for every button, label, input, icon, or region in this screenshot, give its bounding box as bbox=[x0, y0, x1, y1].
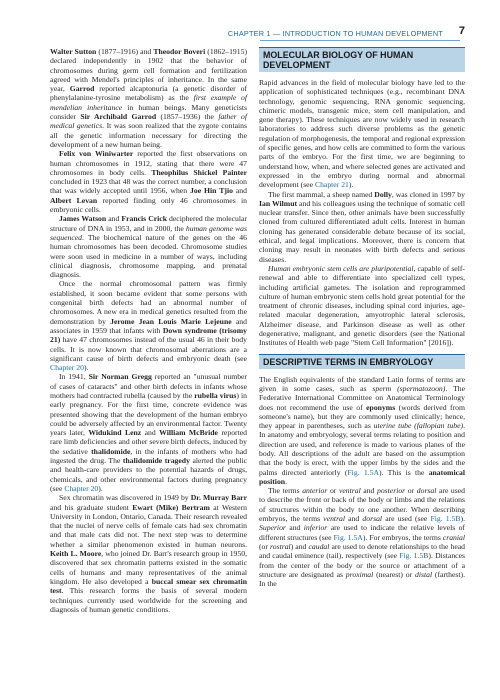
paragraph-gregg-rubella: In 1941, Sir Norman Gregg reported an "unusual number of cases of cataracts" and other birth defects in infants whose mothers had contracted rubella (caused by the rubella virus) in early pregnancy. For the first time, concrete evidence was presented showing that the development of the human embryo could be adversely affected by an environmental factor. Twenty years later, Widukind Lenz and William McBride reported rare limb deficiencies and other severe birth defects, induced by the sedative thalidomide, in the infants of mothers who had ingested the drug. The thalidomide tragedy alerted the public and health-care providers to the potential hazards of drugs, chemicals, and other environmental factors during pregnancy (see Chapter 20). bbox=[50, 372, 248, 493]
paragraph-chromosome-count: Felix von Winiwarter reported the first observations on human chromosomes in 1912, stating that there were 47 chromosomes in body cells. Theophilus Shickel Painter concluded in 1923 that 48 was the correct number, a conclusion that was widely accepted until 1956, when Joe Hin Tjio and Albert Levan reported finding only 46 chromosomes in embryonic cells. bbox=[50, 149, 247, 215]
fig-1-5b-link[interactable]: Fig. 1.5B bbox=[399, 551, 429, 561]
fig-1-5a-link[interactable]: Fig. 1.5A bbox=[347, 467, 380, 477]
paragraph-dolly-cloning: The first mammal, a sheep named Dolly, was cloned in 1997 by Ian Wilmut and his colleagues using the technique of somatic cell nuclear transfer. Since then, other animals have been successfully cloned from cultured differentiated adult cells. Interest in human cloning has generated considerable debate because of its social, ethical, and legal implications. Moreover, there is concern that cloning may result in neonates with birth defects and serious diseases. bbox=[259, 189, 466, 264]
chapter-20-link[interactable]: Chapter 20 bbox=[64, 483, 99, 493]
section-heading-descriptive-terms: DESCRIPTIVE TERMS IN EMBRYOLOGY bbox=[259, 354, 465, 369]
paragraph-chromosomal-pattern: Once the normal chromosomal pattern was firmly established, it soon became evident that some persons with congenital birth defects had an abnormal number of chromosomes. A new era in medical genetics resulted from the demonstration by Jerome Jean Louis Marie Lejeune and associates in 1959 that infants with Down syndrome (trisomy 21) have 47 chromosomes instead of the usual 46 in their body cells. It is now known that chromosomal aberrations are a significant cause of birth defects and embryonic death (see Chapter 20). bbox=[50, 279, 247, 373]
chapter-20-link[interactable]: Chapter 20 bbox=[50, 363, 84, 373]
chapter-21-link[interactable]: Chapter 21 bbox=[314, 180, 349, 190]
left-column bbox=[50, 47, 247, 614]
right-column bbox=[259, 47, 465, 588]
paragraph-stem-cells: Human embryonic stem cells are pluripotential, capable of self-renewal and able to differentiate into specialized cell types, including artificial gametes. The isolation and reprogrammed culture of human embryonic stem cells hold great potential for the treatment of chronic diseases, including spinal cord injuries, age-related macular degeneration, amyotrophic lateral sclerosis, Alzheimer disease, and Parkinson disease as well as other degenerative, malignant, and genetic disorders (see the National Institutes of Health web page "Stem Cell Information" [2016]). bbox=[259, 263, 465, 348]
page-number: 7 bbox=[458, 25, 465, 37]
paragraph-molecular-techniques: Rapid advances in the field of molecular biology have led to the application of sophisticated techniques (e.g., recombinant DNA technology, genomic sequencing, RNA genomic sequencing, chimeric models, transgenic mice, stem cell manipulation, and gene therapy). These techniques are now widely used in research laboratories to address such diverse problems as the genetic regulation of morphogenesis, the temporal and regional expression of specific genes, and how cells are committed to form the various parts of the embryo. For the first time, we are beginning to understand how, when, and where selected genes are activated and expressed in the embryo during normal and abnormal development (see Chapter 21). bbox=[259, 78, 465, 190]
paragraph-sex-chromatin: Sex chromatin was discovered in 1949 by Dr. Murray Barr and his graduate student Ewart (Mike) Bertram at Western University in London, Ontario, Canada. Their research revealed that the nuclei of nerve cells of female cats had sex chromatin and that male cats did not. The next step was to determine whether a similar phenomenon existed in human neurons. Keith L. Moore, who joined Dr. Barr's research group in 1950, discovered that sex chromatin patterns existed in the somatic cells of humans and many representatives of the animal kingdom. He also developed a buccal smear sex chromatin test. This research forms the basis of several modern techniques currently used worldwide for the screening and diagnosis of human genetic conditions. bbox=[50, 493, 247, 614]
running-head: CHAPTER 1 — INTRODUCTION TO HUMAN DEVELOPMENT bbox=[227, 29, 443, 38]
section-heading-molecular-biology: MOLECULAR BIOLOGY OF HUMAN DEVELOPMENT bbox=[259, 47, 465, 72]
header-rule bbox=[260, 40, 460, 41]
paragraph-directional-terms: The terms anterior or ventral and posterior or dorsal are used to describe the front or back of the body or limbs and the relations of structures within the body to one another. When describing embryos, the terms ventral and dorsal are used (see Fig. 1.5B). Superior and inferior are used to indicate the relative levels of different structures (see Fig. 1.5A). For embryos, the terms cranial (or rostral) and caudal are used to denote relationships to the head and caudal eminence (tail), respectively (see Fig. 1.5B). Distances from the center of the body or the source or attachment of a structure are designated as proximal (nearest) or distal (farthest). In the bbox=[259, 486, 466, 589]
page-header bbox=[227, 25, 465, 42]
paragraph-dna-structure: James Watson and Francis Crick deciphered the molecular structure of DNA in 1953, and in 2000, the human genome was sequenced. The biochemical nature of the genes on the 46 human chromosomes has been decoded. Chromosome studies were soon used in medicine in a number of ways, including clinical diagnosis, chromosome mapping, and prenatal diagnosis. bbox=[50, 214, 247, 280]
paragraph-latin-terms: The English equivalents of the standard Latin forms of terms are given in some cases, such as sperm (spermatozoon). The Federative International Committee on Anatomical Terminology does not recommend the use of eponyms (words derived from someone's name), but they are commonly used clinically; hence, they appear in parentheses, such as uterine tube (fallopian tube). In anatomy and embryology, several terms relating to position and direction are used, and reference is made to various planes of the body. All descriptions of the adult are based on the assumption that the body is erect, with the upper limbs by the sides and the palms directed anteriorly (Fig. 1.5A). This is the anatomical position. bbox=[259, 374, 465, 486]
paragraph-sutton-boveri: Walter Sutton (1877–1916) and Theodor Boveri (1862–1915) declared independently in 1902 that the behavior of chromosomes during germ cell formation and fertilization agreed with Mendel's principles of inheritance. In the same year, Garrod reported alcaptonuria (a genetic disorder of phenylalanine-tyrosine metabolism) as the first example of mendelian inheritance in human beings. Many geneticists consider Sir Archibald Garrod (1857–1936) the father of medical genetics. It was soon realized that the zygote contains all the genetic information necessary for directing the development of a new human being. bbox=[50, 47, 248, 149]
fig-1-5a-link[interactable]: Fig. 1.5A bbox=[333, 532, 363, 542]
fig-1-5b-link[interactable]: Fig. 1.5B bbox=[430, 514, 461, 524]
